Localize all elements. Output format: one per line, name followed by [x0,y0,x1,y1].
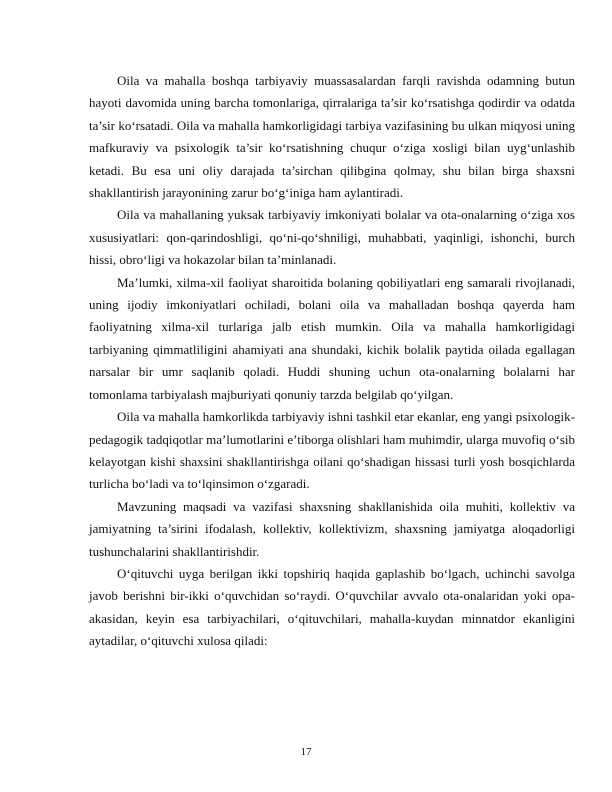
paragraph-6: O‘qituvchi uyga berilgan ikki topshiriq haqida gaplashib bo‘lgach, uchinchi savolga javob berishni bir-ikki o‘quvchidan so‘raydi. O‘quvchilar avvalo ota-onalaridan yoki opa-akasidan, keyin esa tarbiyachilari, o‘qituvchilari, mahalla-kuydan minnatdor ekanligini aytadilar, o‘qituvchi xulosa qiladi: [89,565,575,649]
paragraph-5: Mavzuning maqsadi va vazifasi shaxsning shakllanishida oila muhiti, kollektiv va jamiyatning ta’sirini ifodalash, kollektiv, kollektivizm, shaxsning jamiyatga aloqadorligi tushunchalarini shakllantirishdir. [89,498,575,559]
paragraph-2: Oila va mahallaning yuksak tarbiyaviy imkoniyati bolalar va ota-onalarning o‘ziga xos xususiyatlari: qon-qarindoshligi, qo‘ni-qo‘shniligi, muhabbati, yaqinligi, ishonchi, burch hissi, obro‘ligi va hokazolar bilan ta’minlanadi. [89,207,575,268]
paragraph-4: Oila va mahalla hamkorlikda tarbiyaviy ishni tashkil etar ekanlar, eng yangi psixologik-pedagogik tadqiqotlar ma’lumotlarini e’tiborga olishlari ham muhimdir, ularga muvofiq o‘sib kelayotgan kishi shaxsini shakllantirishga oilani qo‘shadigan hissasi turli yosh bosqichlarda turlicha bo‘ladi va to‘lqinsimon o‘zgaradi. [89,409,575,492]
paragraph-3: Ma’lumki, xilma-xil faoliyat sharoitida bolaning qobiliyatlari eng samarali rivojlanadi, uning ijodiy imkoniyatlari ochiladi, bolani oila va mahalladan boshqa qayerda ham faoliyatning xilma-xil turlariga jalb etish mumkin. Oila va mahalla hamkorligidagi tarbiyaning qimmatliligini ahamiyati ana shundaki, kichik bolalik paytida oilada egallagan narsalar bir umr saqlanib qoladi. Huddi shuning uchun ota-onalarning bolalarni har tomonlama tarbiyalash majburiyati qonuniy tarzda belgilab qo‘yilgan. [89,274,575,402]
page-number: 17 [300,746,312,758]
document-page [89,70,575,653]
paragraph-1: Oila va mahalla boshqa tarbiyaviy muassasalardan farqli ravishda odamning butun hayoti davomida uning barcha tomonlariga, qirralariga ta’sir ko‘rsatishga qodirdir va odatda ta’sir ko‘rsatadi. Oila va mahalla hamkorligidagi tarbiya vazifasining bu ulkan miqyosi uning mafkuraviy va psixologik ta’sir ko‘rsatishning chuqur o‘ziga xosligi bilan uyg‘unlashib ketadi. Bu esa uni oliy darajada ta’sirchan qilibgina qolmay, shu bilan birga shaxsni shakllantirish jarayonining zarur bo‘g‘iniga ham aylantiradi. [89,73,575,201]
